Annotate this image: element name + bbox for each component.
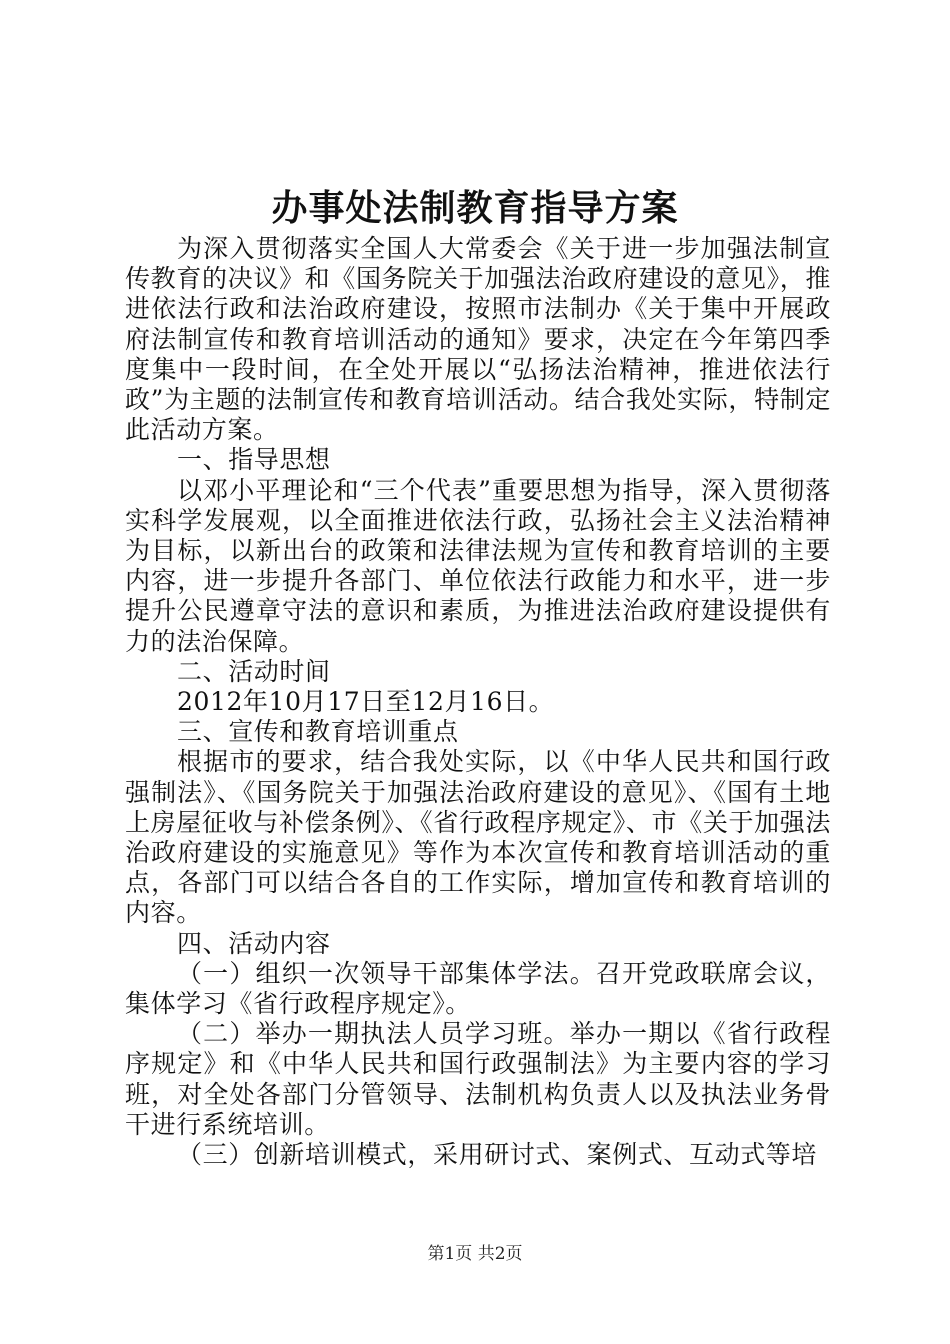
paragraph-activity-item-2: （二）举办一期执法人员学习班。举办一期以《省行政程序规定》和《中华人民共和国行政强制法》为主要内容的学习班，对全处各部门分管领导、法制机构负责人以及执法业务骨干进行系统培训。 bbox=[125, 1019, 831, 1139]
page-number-footer: 第1页 共2页 bbox=[427, 1244, 523, 1264]
paragraph-activity-item-3: （三）创新培训模式，采用研讨式、案例式、互动式等培 bbox=[177, 1140, 818, 1170]
paragraph-intro: 为深入贯彻落实全国人大常委会《关于进一步加强法制宣传教育的决议》和《国务院关于加强法治政府建设的意见》，推进依法行政和法治政府建设，按照市法制办《关于集中开展政府法制宣传和教育培训活动的通知》要求，决定在今年第四季度集中一段时间，在全处开展以“弘扬法治精神，推进依法行政”为主题的法制宣传和教育培训活动。结合我处实际，特制定此活动方案。 bbox=[125, 234, 831, 445]
paragraph-guiding-ideology: 以邓小平理论和“三个代表”重要思想为指导，深入贯彻落实科学发展观，以全面推进依法行政，弘扬社会主义法治精神为目标，以新出台的政策和法律法规为宣传和教育培训的主要内容，进一步提升各部门、单位依法行政能力和水平，进一步提升公民遵章守法的意识和素质，为推进法治政府建设提供有力的法治保障。 bbox=[125, 475, 831, 656]
section-heading-training-focus: 三、宣传和教育培训重点 bbox=[177, 717, 459, 747]
paragraph-training-focus: 根据市的要求，结合我处实际，以《中华人民共和国行政强制法》、《国务院关于加强法治政府建设的意见》、《国有土地上房屋征收与补偿条例》、《省行政程序规定》、市《关于加强法治政府建设的实施意见》等作为本次宣传和教育培训活动的重点，各部门可以结合各自的工作实际，增加宣传和教育培训的内容。 bbox=[125, 747, 831, 928]
document-body bbox=[125, 234, 831, 1170]
section-heading-guiding-ideology: 一、指导思想 bbox=[177, 445, 331, 475]
section-heading-activity-time: 二、活动时间 bbox=[177, 656, 331, 686]
paragraph-activity-time: 2012年10月17日至12月16日。 bbox=[177, 687, 555, 717]
section-heading-activity-content: 四、活动内容 bbox=[177, 928, 331, 958]
document-title: 办事处法制教育指导方案 bbox=[271, 187, 679, 229]
paragraph-activity-item-1: （一）组织一次领导干部集体学法。召开党政联席会议，集体学习《省行政程序规定》。 bbox=[125, 958, 831, 1019]
